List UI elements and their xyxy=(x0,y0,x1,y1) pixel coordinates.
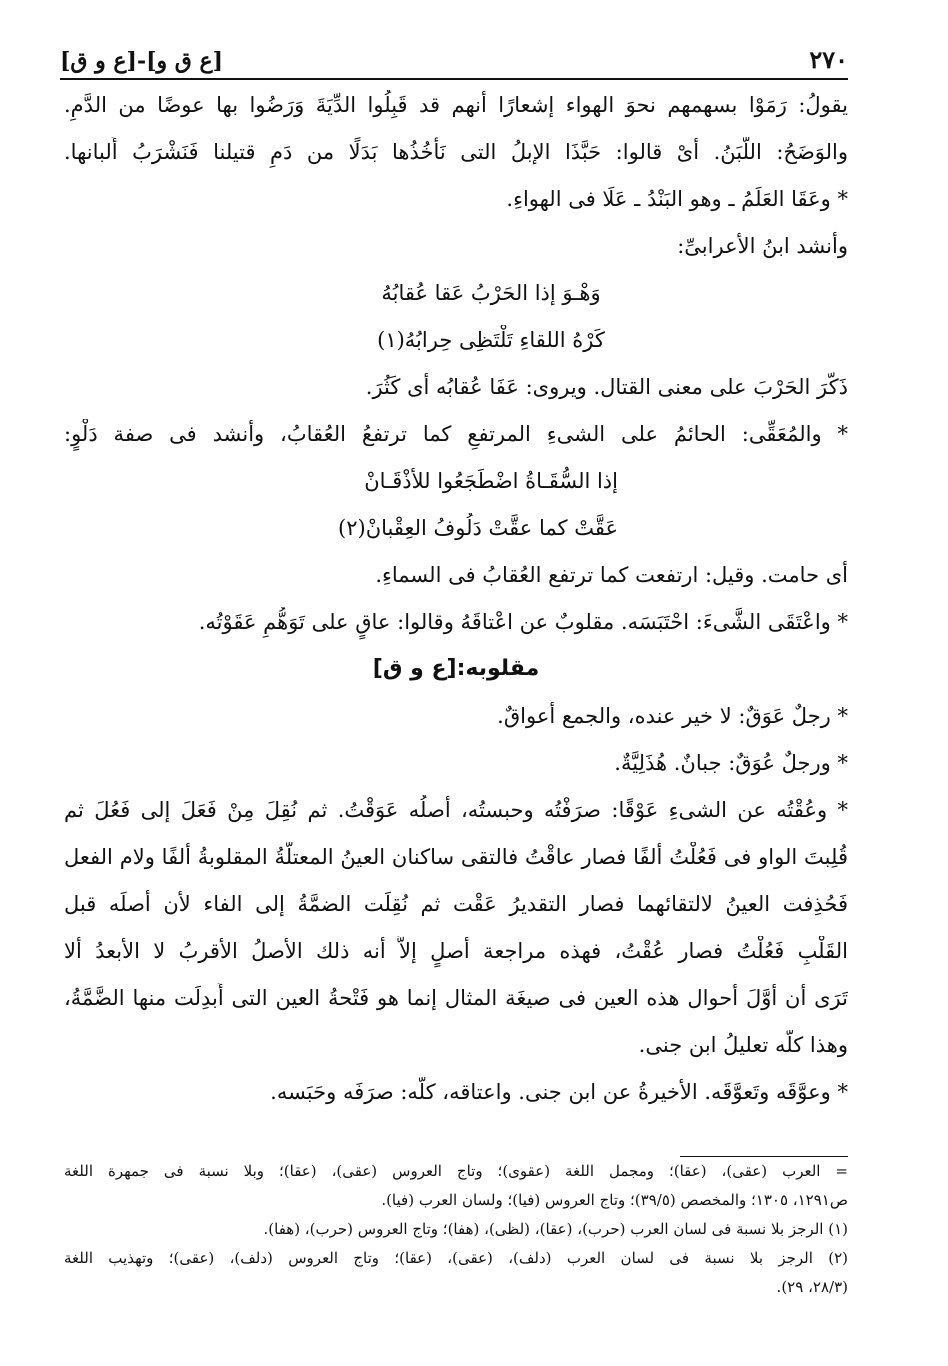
verse-line: كَرْهُ اللقاءِ تَلْتَظِى حِرابُهُ(١) xyxy=(377,328,605,352)
footnote-line: (٢٨/٣، ٢٩). xyxy=(776,1278,848,1296)
text-line: * وعوَّقَه وتَعوَّقَه. الأخيرةُ عن ابن جنى. واعتاقه، كلُّه: صرَفَه وحَبَسه. xyxy=(270,1080,848,1104)
text-line: أى حامت. وقيل: ارتفعت كما ترتفع العُقابُ فى السماءِ. xyxy=(375,563,848,587)
footnote-rule xyxy=(680,1156,848,1157)
page-header xyxy=(60,34,848,74)
text-line: تَرَى أن أوَّلَ أحوال هذه العين فى صيغَة المثال إنما هو فَتْحةُ العين التى أُبدِلَت منها الضَّمَّةُ، xyxy=(64,986,848,1010)
footnote-line: (٢) الرجز بلا نسبة فى لسان العرب (دلف)، (عقى)، (عقا)؛ وتاج العروس (دلف)، (عقى)؛ وتهذيب اللغة xyxy=(64,1249,848,1267)
text-line: وأنشد ابنُ الأعرابىِّ: xyxy=(677,234,848,258)
verse-line: إذا السُّقَـاةُ اضْطَجَعُوا للأذْقَـانْ xyxy=(364,469,618,493)
text-line: والوَضَحُ: اللَّبَنُ. أىْ قالوا: حَبَّذَا الإبلُ التى نَأخُذُها بَدَلًا من دَمِ قتيلنا فَنَشْرَبُ أَلبانها. xyxy=(64,140,848,164)
main-text xyxy=(64,90,848,1124)
text-line: * ورجلٌ عُوَقٌ: جبانٌ. هُذَلِيَّةٌ. xyxy=(614,751,848,775)
text-line: * والمُعَقِّى: الحائمُ على الشىءِ المرتفعِ كما ترتفعُ العُقابُ، وأنشد فى صفة دَلْوٍ: xyxy=(64,422,848,446)
footnotes xyxy=(64,1160,848,1305)
verse-line: عَقَّتْ كما عقَّتْ دَلُوفُ العِقْبانْ(٢) xyxy=(338,516,618,540)
section-label: [ع ق و]-[ع و ق] xyxy=(60,48,224,74)
text-line: القَلْبِ فَعُلْتُ فصار عُقْتُ، فهذه مراجعة أصلٍ إلاَّ أنه ذلك الأصلُ الأقربُ لا الأبعدُ ألا xyxy=(64,939,848,963)
text-line: * وعُقْتُه عن الشىءِ عَوْقًا: صرَفْتُه وحبستُه، أصلُه عَوَقْتُ. ثم نُقِلَ مِنْ فَعَلَ إلى فَعُلَ ثم xyxy=(64,798,848,822)
footnote-line: = العرب (عقى)، (عقا)؛ ومجمل اللغة (عقوى)؛ وتاج العروس (عقى)، (عقا)؛ وبلا نسبة فى جمهرة اللغة xyxy=(64,1162,848,1180)
text-line: * رجلٌ عَوَقٌ: لا خير عنده، والجمع أعواقٌ. xyxy=(497,704,848,728)
text-line: فَحُذِفت العينُ لالتقائهما فصار التقديرُ عَقْت ثم نُقِلَت الضمَّةُ إلى الفاء لأن أصلَه قبل xyxy=(64,892,848,916)
text-line: قُلِبتَ الواو فى فَعُلْتُ ألفًا فصار عاقْتُ فالتقى ساكنان العينُ المعتلَّةُ المقلوبةُ ألفًا ولام الفعل xyxy=(64,845,848,869)
footnote-line: ص١٢٩١، ١٣٠٥؛ والمخصص (٣٩/٥)؛ وتاج العروس (فيا)؛ ولسان العرب (فيا). xyxy=(381,1191,848,1209)
text-line: وهذا كلُّه تعليلُ ابن جنى. xyxy=(638,1033,848,1057)
section-heading: مقلوبه:[ع و ق] xyxy=(372,656,540,681)
page-number: ٢٧٠ xyxy=(809,45,848,74)
footnote-line: (١) الرجز بلا نسبة فى لسان العرب (حرب)، (عقا)، (لظى)، (هفا)؛ وتاج العروس (حرب)، (هفا). xyxy=(263,1220,848,1238)
text-line: * وعَقَا العَلَمُ ـ وهو البَنْدُ ـ عَلَا فى الهواءِ. xyxy=(506,187,848,211)
text-line: * واعْتَقَى الشَّىءَ: احْتَبَسَه. مقلوبٌ عن اعْتاقَهُ وقالوا: عاقٍ على تَوَهُّمِ عَقَوْتُه. xyxy=(198,610,848,634)
text-line: ذَكَّرَ الحَرْبَ على معنى القتال. ويروى: عَفَا عُقابُه أى كَثُرَ. xyxy=(365,375,848,399)
header-rule xyxy=(60,78,848,80)
text-line: يقولُ: رَمَوْا بسهمهم نحوَ الهواء إشعارًا أنهم قد قَبِلُوا الدِّيَةَ وَرَضُوا بها عوضًا من الدَّمِ. xyxy=(64,93,848,117)
verse-line: وَهْـوَ إذا الحَرْبُ عَقا عُقابُهُ xyxy=(381,281,601,305)
